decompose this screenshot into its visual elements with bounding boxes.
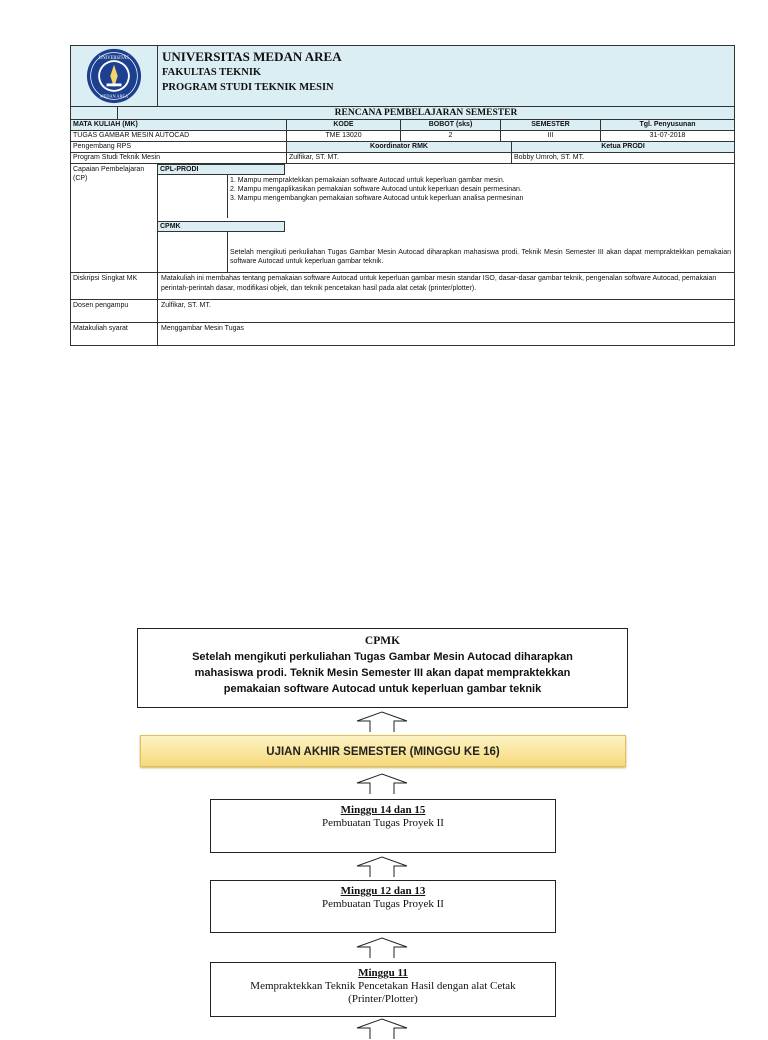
lecturer-value: Zulfikar, ST. MT.	[161, 302, 211, 309]
week-title: Minggu 11	[358, 967, 408, 979]
week-desc: Mempraktekkan Teknik Pencetakan Hasil dengan alat Cetak	[250, 980, 516, 992]
cpl-item: 3. Mampu mengembangkan pemakaian software Autocad untuk keperluan analisa permesinan	[230, 195, 524, 202]
university-logo	[86, 48, 142, 104]
faculty-name: FAKULTAS TEKNIK	[162, 67, 262, 78]
logo-text-top: UNIVERSITAS	[98, 56, 130, 62]
week-12-13-box	[210, 880, 556, 933]
roles-value-row	[71, 153, 734, 164]
prerequisite-value: Menggambar Mesin Tugas	[161, 325, 244, 332]
header-tgl: Tgl. Penyusunan	[601, 120, 734, 130]
document-title-row	[71, 107, 734, 120]
value-mk: TUGAS GAMBAR MESIN AUTOCAD	[71, 131, 287, 141]
logo-cell	[71, 46, 158, 106]
final-exam-banner: UJIAN AKHIR SEMESTER (MINGGU KE 16)	[140, 735, 626, 767]
up-arrow-icon	[352, 937, 412, 959]
program-name: PROGRAM STUDI TEKNIK MESIN	[162, 82, 334, 93]
week-desc: Pembuatan Tugas Proyek II	[322, 898, 444, 910]
cpl-item: 2. Mampu mengaplikasikan pemakaian software Autocad untuk keperluan desain permesinan.	[230, 186, 522, 193]
week-14-15-box	[210, 799, 556, 853]
value-ketua: Bobby Umroh, ST. MT.	[514, 154, 585, 161]
roles-header-row	[71, 142, 734, 153]
course-value-row	[71, 131, 734, 142]
rps-table	[70, 45, 735, 346]
description-row	[71, 273, 734, 300]
prerequisite-label: Matakuliah syarat	[71, 323, 158, 345]
prerequisite-row	[71, 323, 734, 345]
cp-label: Capaian Pembelajaran (CP)	[71, 164, 158, 272]
logo-text-bottom: MEDAN AREA	[99, 93, 129, 99]
value-kode: TME 13020	[287, 131, 401, 141]
up-arrow-icon	[352, 711, 412, 733]
cpmk-box-line: pemakaian software Autocad untuk keperluan gambar teknik	[223, 683, 542, 695]
header-bobot: BOBOT (sks)	[401, 120, 501, 130]
document-title: RENCANA PEMBELAJARAN SEMESTER	[334, 108, 518, 118]
week-title: Minggu 12 dan 13	[340, 885, 426, 897]
header-mk: MATA KULIAH (MK)	[71, 120, 287, 130]
cp-body	[158, 164, 734, 272]
institution-block	[158, 46, 346, 106]
header-semester: SEMESTER	[501, 120, 601, 130]
cpmk-box-line: Setelah mengikuti perkuliahan Tugas Gambar Mesin Autocad diharapkan	[192, 651, 573, 663]
course-header-row	[71, 120, 734, 131]
value-semester: III	[501, 131, 601, 141]
value-tgl: 31-07-2018	[649, 132, 686, 139]
value-koordinator: Zulfikar, ST. MT.	[287, 153, 512, 163]
week-11-box	[210, 962, 556, 1017]
lecturer-row	[71, 300, 734, 323]
week-desc-2: (Printer/Plotter)	[348, 993, 418, 1005]
cpl-list	[230, 176, 731, 203]
cp-row	[71, 164, 734, 273]
cpmk-box-line: mahasiswa prodi. Teknik Mesin Semester III akan dapat mempraktekkan	[194, 667, 571, 679]
description-text: Matakuliah ini membahas tentang pemakaian software Autocad untuk keperluan gambar mesin standar ISO, dasar-dasar gambar teknik, pengenalan software Autocad, pemakaian perintah-perintah dasar, modifikasi objek, dan teknik pencetakan hasil pada alat cetak (printer/plotter).	[161, 275, 717, 292]
week-desc: Pembuatan Tugas Proyek II	[322, 817, 444, 829]
description-label: Diskripsi Singkat MK	[71, 273, 158, 299]
header-row	[71, 46, 734, 107]
cpl-prodi-tag: CPL-PRODI	[158, 164, 285, 175]
up-arrow-icon	[352, 1018, 412, 1040]
cpmk-box	[137, 628, 628, 708]
cpmk-tag: CPMK	[158, 221, 285, 232]
header-kode: KODE	[287, 120, 401, 130]
lecturer-label: Dosen pengampu	[71, 300, 158, 322]
cpl-item: 1. Mampu mempraktekkan pemakaian software Autocad untuk keperluan gambar mesin.	[230, 177, 505, 184]
value-pengembang: Program Studi Teknik Mesin	[71, 153, 287, 163]
up-arrow-icon	[352, 856, 412, 878]
up-arrow-icon	[352, 773, 412, 795]
week-title: Minggu 14 dan 15	[340, 804, 426, 816]
header-ketua: Ketua PRODI	[512, 142, 734, 152]
cpmk-text: Setelah mengikuti perkuliahan Tugas Gambar Mesin Autocad diharapkan mahasiswa prodi. Teknik Mesin Semester III akan dapat mempraktekkan pemakaian software Autocad untuk keperluan gambar teknik.	[230, 249, 731, 265]
header-pengembang: Pengembang RPS	[71, 142, 287, 152]
header-koordinator: Koordinator RMK	[287, 142, 512, 152]
university-name: UNIVERSITAS MEDAN AREA	[162, 49, 342, 64]
cpmk-box-title: CPMK	[364, 635, 401, 647]
value-bobot: 2	[401, 131, 501, 141]
